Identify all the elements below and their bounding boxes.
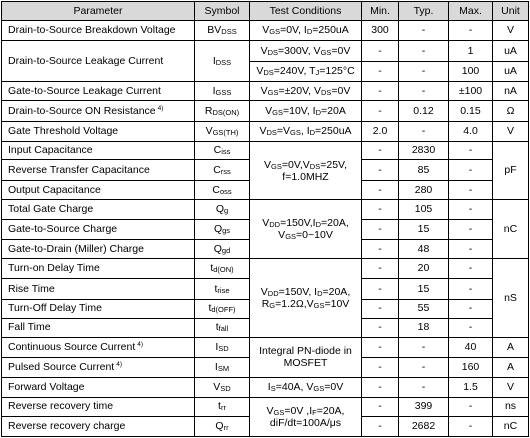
symbol-cell bbox=[195, 416, 250, 436]
text-segment: Q bbox=[213, 242, 222, 255]
text-segment: Integral PN-diode in bbox=[259, 345, 352, 358]
typ-value: - bbox=[399, 21, 449, 41]
column-header: Max. bbox=[449, 2, 493, 21]
subscript-text: SD bbox=[218, 343, 229, 353]
text-segment: diF/dt=100A/μs bbox=[269, 416, 342, 429]
text-segment: =0V, I bbox=[280, 24, 307, 37]
min-value: - bbox=[362, 240, 399, 259]
parameter-cell bbox=[2, 82, 195, 101]
table-row bbox=[2, 21, 529, 41]
subscript-text: DSS bbox=[221, 27, 237, 37]
min-value: - bbox=[362, 397, 399, 416]
symbol-cell bbox=[195, 200, 250, 220]
text-segment: Turn-Off Delay Time bbox=[8, 302, 102, 315]
subscript-text: gd bbox=[221, 245, 231, 255]
max-value: - bbox=[449, 299, 493, 318]
subscript-text: rise bbox=[217, 285, 230, 295]
unit-cell: V bbox=[493, 122, 529, 142]
subscript-text: d(ON) bbox=[213, 265, 234, 275]
text-segment: Q bbox=[213, 223, 223, 236]
subscript-text: GS bbox=[272, 107, 283, 117]
min-value: 2.0 bbox=[362, 122, 399, 142]
min-value: - bbox=[362, 337, 399, 357]
max-value: ±100 bbox=[449, 82, 493, 101]
max-value: - bbox=[449, 279, 493, 299]
max-value: 40 bbox=[449, 337, 493, 357]
text-segment: Gate-to-Source Leakage Current bbox=[8, 84, 161, 97]
parameter-cell bbox=[2, 299, 195, 318]
min-value: - bbox=[362, 142, 399, 160]
subscript-text: iss bbox=[221, 147, 231, 157]
subscript-text: g bbox=[224, 206, 229, 216]
electrical-characteristics-table bbox=[1, 1, 529, 437]
parameter-cell bbox=[2, 357, 195, 377]
text-segment: Pulsed Source Current bbox=[8, 360, 115, 373]
min-value: - bbox=[362, 357, 399, 377]
parameter-cell bbox=[2, 220, 195, 240]
symbol-cell bbox=[195, 21, 250, 41]
typ-value: - bbox=[399, 41, 449, 62]
typ-value: 15 bbox=[399, 279, 449, 299]
subscript-text: GS bbox=[285, 232, 297, 242]
subscript-text: rss bbox=[220, 166, 231, 176]
text-segment: Gate-to-Drain (Miller) Charge bbox=[8, 242, 144, 255]
condition-cell bbox=[250, 377, 362, 397]
table-row bbox=[2, 200, 529, 220]
text-segment: t bbox=[214, 282, 218, 295]
text-segment: I bbox=[215, 340, 219, 353]
max-value: 1 bbox=[449, 41, 493, 62]
column-header: Typ. bbox=[399, 2, 449, 21]
max-value: - bbox=[449, 142, 493, 160]
text-segment: Turn-on Delay Time bbox=[8, 262, 100, 275]
text-segment: t bbox=[215, 321, 219, 334]
text-segment: Rise Time bbox=[8, 282, 55, 295]
text-segment: Continuous Source Current bbox=[8, 340, 136, 353]
text-segment: I bbox=[212, 84, 216, 97]
table-row bbox=[2, 397, 529, 416]
parameter-cell bbox=[2, 318, 195, 337]
text-segment: BV bbox=[207, 24, 222, 37]
subscript-text: oss bbox=[219, 186, 232, 196]
typ-value: - bbox=[399, 357, 449, 377]
text-segment: V bbox=[262, 217, 270, 230]
min-value: - bbox=[362, 220, 399, 240]
subscript-text: DS(ON) bbox=[212, 107, 240, 117]
min-value: - bbox=[362, 101, 399, 122]
unit-cell: nS bbox=[493, 259, 529, 337]
column-header: Test Conditions bbox=[250, 2, 362, 21]
subscript-text: gs bbox=[222, 226, 231, 236]
text-segment: I bbox=[267, 380, 271, 393]
min-value: - bbox=[362, 41, 399, 62]
max-value: 100 bbox=[449, 62, 493, 82]
subscript-text: GSS bbox=[215, 87, 232, 97]
min-value: - bbox=[362, 318, 399, 337]
symbol-cell bbox=[195, 82, 250, 101]
table-row bbox=[2, 82, 529, 101]
text-segment: =0V bbox=[324, 380, 344, 393]
subscript-text: GS(TH) bbox=[212, 128, 239, 138]
typ-value: 105 bbox=[399, 200, 449, 220]
subscript-text: DD bbox=[267, 289, 279, 299]
table-row bbox=[2, 142, 529, 160]
min-value: - bbox=[362, 279, 399, 299]
typ-value: 15 bbox=[399, 220, 449, 240]
typ-value: 2682 bbox=[399, 416, 449, 436]
text-segment: V bbox=[262, 24, 270, 37]
text-segment: =0V ,I bbox=[284, 404, 313, 417]
footnote-marker: 4) bbox=[157, 104, 164, 112]
parameter-cell bbox=[2, 41, 195, 82]
subscript-text: J bbox=[315, 68, 320, 78]
symbol-cell bbox=[195, 377, 250, 397]
text-segment: =0~10V bbox=[296, 229, 333, 242]
text-segment: =0V,V bbox=[281, 158, 310, 171]
subscript-text: G bbox=[269, 301, 276, 311]
text-segment: Total Gate Charge bbox=[8, 203, 94, 216]
subscript-text: GS bbox=[271, 161, 282, 171]
table-row bbox=[2, 337, 529, 357]
text-segment: V bbox=[266, 404, 274, 417]
subscript-text: D bbox=[306, 27, 313, 37]
text-segment: , I bbox=[300, 125, 310, 138]
subscript-text: GS bbox=[269, 27, 281, 37]
typ-value: - bbox=[399, 62, 449, 82]
max-value: - bbox=[449, 200, 493, 220]
text-segment: R bbox=[204, 104, 213, 117]
text-segment: =125°C bbox=[319, 65, 355, 78]
text-segment: Q bbox=[215, 419, 224, 432]
unit-cell: nC bbox=[493, 200, 529, 259]
typ-value: 20 bbox=[399, 259, 449, 279]
unit-cell: pF bbox=[493, 142, 529, 200]
text-segment: Drain-to-Source ON Resistance bbox=[8, 104, 156, 117]
text-segment: =25V, bbox=[320, 158, 347, 171]
text-segment: Reverse Transfer Capacitance bbox=[8, 163, 150, 176]
unit-cell: A bbox=[493, 337, 529, 357]
max-value: - bbox=[449, 240, 493, 259]
typ-value: 18 bbox=[399, 318, 449, 337]
max-value: - bbox=[449, 160, 493, 181]
condition-cell bbox=[250, 200, 362, 259]
symbol-cell bbox=[195, 299, 250, 318]
text-segment: V bbox=[256, 65, 264, 78]
table-row bbox=[2, 377, 529, 397]
text-segment: V bbox=[264, 158, 272, 171]
text-segment: =V bbox=[276, 125, 291, 138]
subscript-text: SM bbox=[217, 363, 230, 373]
parameter-cell bbox=[2, 377, 195, 397]
symbol-cell bbox=[195, 397, 250, 416]
text-segment: =10V bbox=[324, 298, 350, 311]
text-segment: Input Capacitance bbox=[8, 144, 93, 157]
typ-value: 48 bbox=[399, 240, 449, 259]
unit-cell: uA bbox=[493, 62, 529, 82]
text-segment: =20A, bbox=[321, 217, 349, 230]
text-segment: Output Capacitance bbox=[8, 183, 101, 196]
text-segment: V bbox=[260, 44, 268, 57]
subscript-text: DD bbox=[269, 220, 281, 230]
subscript-text: GS bbox=[267, 87, 279, 97]
max-value: - bbox=[449, 416, 493, 436]
text-segment: V bbox=[259, 125, 267, 138]
symbol-cell bbox=[195, 240, 250, 259]
typ-value: - bbox=[399, 122, 449, 142]
typ-value: 2830 bbox=[399, 142, 449, 160]
parameter-cell bbox=[2, 181, 195, 200]
parameter-cell bbox=[2, 240, 195, 259]
subscript-text: GS bbox=[273, 407, 285, 417]
text-segment: C bbox=[213, 144, 222, 157]
subscript-text: D bbox=[315, 107, 322, 117]
typ-value: - bbox=[399, 337, 449, 357]
text-segment: Reverse recovery charge bbox=[8, 419, 126, 432]
text-segment: =10V, I bbox=[283, 104, 316, 117]
parameter-cell bbox=[2, 416, 195, 436]
text-segment: V bbox=[260, 286, 268, 299]
min-value: - bbox=[362, 299, 399, 318]
text-segment: =150V,I bbox=[280, 217, 316, 230]
text-segment: =250uA bbox=[315, 125, 352, 138]
unit-cell: A bbox=[493, 357, 529, 377]
typ-value: 280 bbox=[399, 181, 449, 200]
subscript-text: d(OFF) bbox=[211, 305, 236, 315]
condition-cell bbox=[250, 21, 362, 41]
text-segment: Reverse recovery time bbox=[8, 400, 114, 413]
max-value: - bbox=[449, 220, 493, 240]
unit-cell: V bbox=[493, 21, 529, 41]
text-segment: Q bbox=[215, 203, 224, 216]
subscript-text: DS bbox=[266, 128, 277, 138]
symbol-cell bbox=[195, 160, 250, 181]
symbol-cell bbox=[195, 142, 250, 160]
min-value: - bbox=[362, 160, 399, 181]
text-segment: V bbox=[265, 104, 273, 117]
condition-cell bbox=[250, 41, 362, 62]
min-value: - bbox=[362, 416, 399, 436]
text-segment: Drain-to-Source Breakdown Voltage bbox=[8, 24, 176, 37]
condition-cell bbox=[250, 397, 362, 436]
min-value: 300 bbox=[362, 21, 399, 41]
unit-cell: uA bbox=[493, 41, 529, 62]
max-value: - bbox=[449, 259, 493, 279]
text-segment: =240V, T bbox=[273, 65, 316, 78]
max-value: - bbox=[449, 397, 493, 416]
column-header: Unit bbox=[493, 2, 529, 21]
condition-cell bbox=[250, 259, 362, 337]
text-segment: =1.2Ω,V bbox=[275, 298, 314, 311]
symbol-cell bbox=[195, 122, 250, 142]
condition-cell bbox=[250, 142, 362, 200]
subscript-text: GS bbox=[320, 47, 332, 57]
condition-cell bbox=[250, 62, 362, 82]
table-row bbox=[2, 41, 529, 62]
unit-cell: nA bbox=[493, 82, 529, 101]
subscript-text: rr bbox=[223, 422, 229, 432]
text-segment: Gate Threshold Voltage bbox=[8, 125, 119, 138]
text-segment: t bbox=[208, 302, 212, 315]
min-value: - bbox=[362, 181, 399, 200]
min-value: - bbox=[362, 62, 399, 82]
typ-value: - bbox=[399, 82, 449, 101]
text-segment: V bbox=[213, 380, 221, 393]
subscript-text: D bbox=[317, 289, 323, 299]
max-value: 1.5 bbox=[449, 377, 493, 397]
subscript-text: GS bbox=[313, 301, 325, 311]
text-segment: MOSFET bbox=[283, 357, 328, 370]
table-row bbox=[2, 122, 529, 142]
parameter-cell bbox=[2, 337, 195, 357]
symbol-cell bbox=[195, 337, 250, 357]
text-segment: C bbox=[212, 183, 220, 196]
symbol-cell bbox=[195, 220, 250, 240]
min-value: - bbox=[362, 259, 399, 279]
text-segment: V bbox=[278, 229, 286, 242]
text-segment: Gate-to-Source Charge bbox=[8, 223, 118, 236]
unit-cell: nC bbox=[493, 416, 529, 436]
typ-value: 55 bbox=[399, 299, 449, 318]
text-segment: =40A, V bbox=[275, 380, 314, 393]
subscript-text: rr bbox=[220, 403, 226, 413]
subscript-text: fall bbox=[218, 324, 229, 334]
subscript-text: DS bbox=[309, 161, 321, 171]
max-value: 0.15 bbox=[449, 101, 493, 122]
subscript-text: DS bbox=[267, 47, 279, 57]
text-segment: Drain-to-Source Leakage Current bbox=[8, 54, 164, 67]
text-segment: =300V, V bbox=[278, 44, 321, 57]
symbol-cell bbox=[195, 101, 250, 122]
subscript-text: GS bbox=[290, 128, 301, 138]
text-segment: f=1.0MHZ bbox=[282, 170, 329, 183]
text-segment: =250uA bbox=[312, 24, 349, 37]
parameter-cell bbox=[2, 259, 195, 279]
text-segment: =0V bbox=[331, 44, 351, 57]
text-segment: I bbox=[212, 54, 216, 67]
typ-value: 399 bbox=[399, 397, 449, 416]
text-segment: V bbox=[205, 125, 213, 138]
condition-cell bbox=[250, 82, 362, 101]
subscript-text: GS bbox=[313, 383, 325, 393]
subscript-text: SD bbox=[220, 383, 231, 393]
table-row bbox=[2, 259, 529, 279]
text-segment: C bbox=[213, 163, 221, 176]
text-segment: =150V, I bbox=[278, 286, 318, 299]
text-segment: =20A bbox=[321, 104, 346, 117]
text-segment: I bbox=[214, 360, 218, 373]
parameter-cell bbox=[2, 397, 195, 416]
min-value: - bbox=[362, 200, 399, 220]
text-segment: =±20V, V bbox=[278, 84, 321, 97]
subscript-text: DS bbox=[320, 87, 332, 97]
text-segment: Fall Time bbox=[8, 321, 51, 334]
max-value: - bbox=[449, 318, 493, 337]
subscript-text: S bbox=[270, 383, 276, 393]
footnote-marker: 4) bbox=[116, 360, 123, 368]
text-segment: t bbox=[210, 262, 214, 275]
symbol-cell bbox=[195, 41, 250, 82]
text-segment: =0V bbox=[331, 84, 351, 97]
header-row bbox=[2, 2, 529, 21]
parameter-cell bbox=[2, 142, 195, 160]
text-segment: t bbox=[218, 400, 221, 413]
text-segment: Forward Voltage bbox=[8, 380, 85, 393]
typ-value: 85 bbox=[399, 160, 449, 181]
subscript-text: DSS bbox=[215, 57, 232, 67]
parameter-cell bbox=[2, 21, 195, 41]
max-value: - bbox=[449, 21, 493, 41]
text-segment: R bbox=[261, 298, 270, 311]
unit-cell: V bbox=[493, 377, 529, 397]
subscript-text: DS bbox=[263, 68, 274, 78]
parameter-cell bbox=[2, 122, 195, 142]
text-segment: V bbox=[260, 84, 268, 97]
symbol-cell bbox=[195, 181, 250, 200]
condition-cell bbox=[250, 337, 362, 377]
unit-cell: ns bbox=[493, 397, 529, 416]
column-header: Min. bbox=[362, 2, 399, 21]
min-value: - bbox=[362, 82, 399, 101]
text-segment: =20A, bbox=[316, 404, 345, 417]
footnote-marker: 4) bbox=[137, 340, 144, 348]
text-segment: =20A, bbox=[322, 286, 351, 299]
parameter-cell bbox=[2, 279, 195, 299]
parameter-cell bbox=[2, 160, 195, 181]
symbol-cell bbox=[195, 357, 250, 377]
max-value: - bbox=[449, 181, 493, 200]
symbol-cell bbox=[195, 279, 250, 299]
min-value: - bbox=[362, 377, 399, 397]
subscript-text: F bbox=[312, 407, 317, 417]
condition-cell bbox=[250, 101, 362, 122]
column-header: Symbol bbox=[195, 2, 250, 21]
max-value: 4.0 bbox=[449, 122, 493, 142]
typ-value: 0.12 bbox=[399, 101, 449, 122]
subscript-text: D bbox=[315, 220, 322, 230]
typ-value: - bbox=[399, 377, 449, 397]
condition-cell bbox=[250, 122, 362, 142]
parameter-cell bbox=[2, 101, 195, 122]
subscript-text: D bbox=[309, 128, 316, 138]
unit-cell: Ω bbox=[493, 101, 529, 122]
symbol-cell bbox=[195, 259, 250, 279]
column-header: Parameter bbox=[2, 2, 195, 21]
max-value: 160 bbox=[449, 357, 493, 377]
symbol-cell bbox=[195, 318, 250, 337]
parameter-cell bbox=[2, 200, 195, 220]
table-row bbox=[2, 101, 529, 122]
